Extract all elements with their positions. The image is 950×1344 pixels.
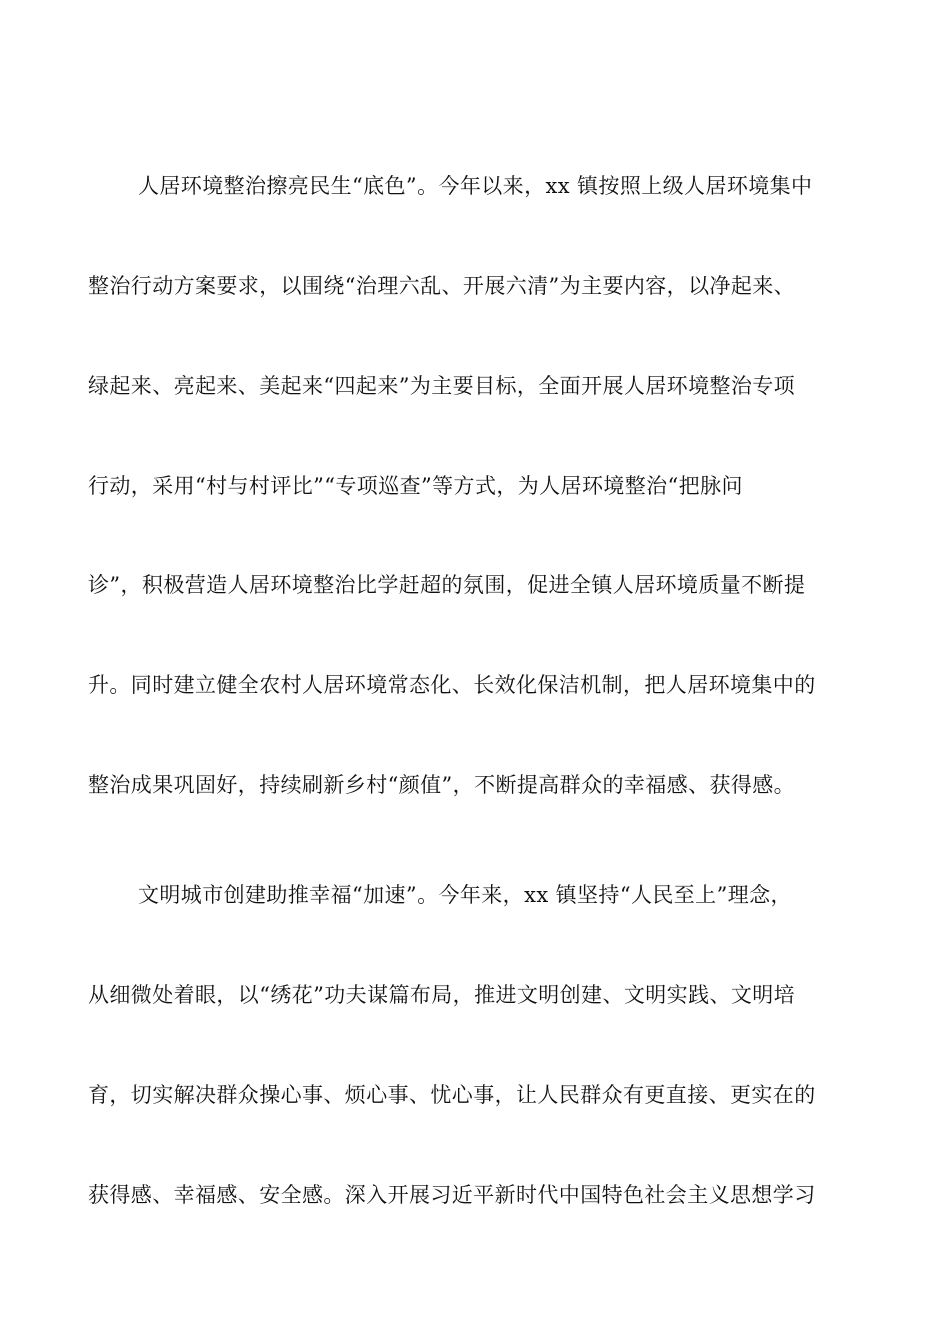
text-line: 从细微处着眼，以“绣花”功夫谋篇布局，推进文明创建、文明实践、文明培	[88, 983, 796, 1007]
text-line: 整治成果巩固好，持续刷新乡村“颜值”，不断提高群众的幸福感、获得感。	[88, 773, 796, 797]
text-line: 整治行动方案要求，以围绕“治理六乱、开展六清”为主要内容，以净起来、	[88, 274, 796, 298]
text-line: 绿起来、亮起来、美起来“四起来”为主要目标，全面开展人居环境整治专项	[88, 374, 796, 398]
text-line: 获得感、幸福感、安全感。深入开展习近平新时代中国特色社会主义思想学习	[88, 1183, 816, 1207]
text-line: 育，切实解决群众操心事、烦心事、忧心事，让人民群众有更直接、更实在的	[88, 1083, 816, 1107]
text-line: 升。同时建立健全农村人居环境常态化、长效化保洁机制，把人居环境集中的	[88, 673, 816, 697]
text-line: 诊”，积极营造人居环境整治比学赶超的氛围，促进全镇人居环境质量不断提	[88, 573, 806, 597]
text-line: 行动，采用“村与村评比”“专项巡查”等方式，为人居环境整治“把脉问	[88, 474, 743, 498]
text-line: 人居环境整治擦亮民生“底色”。今年以来，xx 镇按照上级人居环境集中	[138, 174, 813, 198]
text-line: 文明城市创建助推幸福“加速”。今年来，xx 镇坚持“人民至上”理念，	[138, 883, 792, 907]
